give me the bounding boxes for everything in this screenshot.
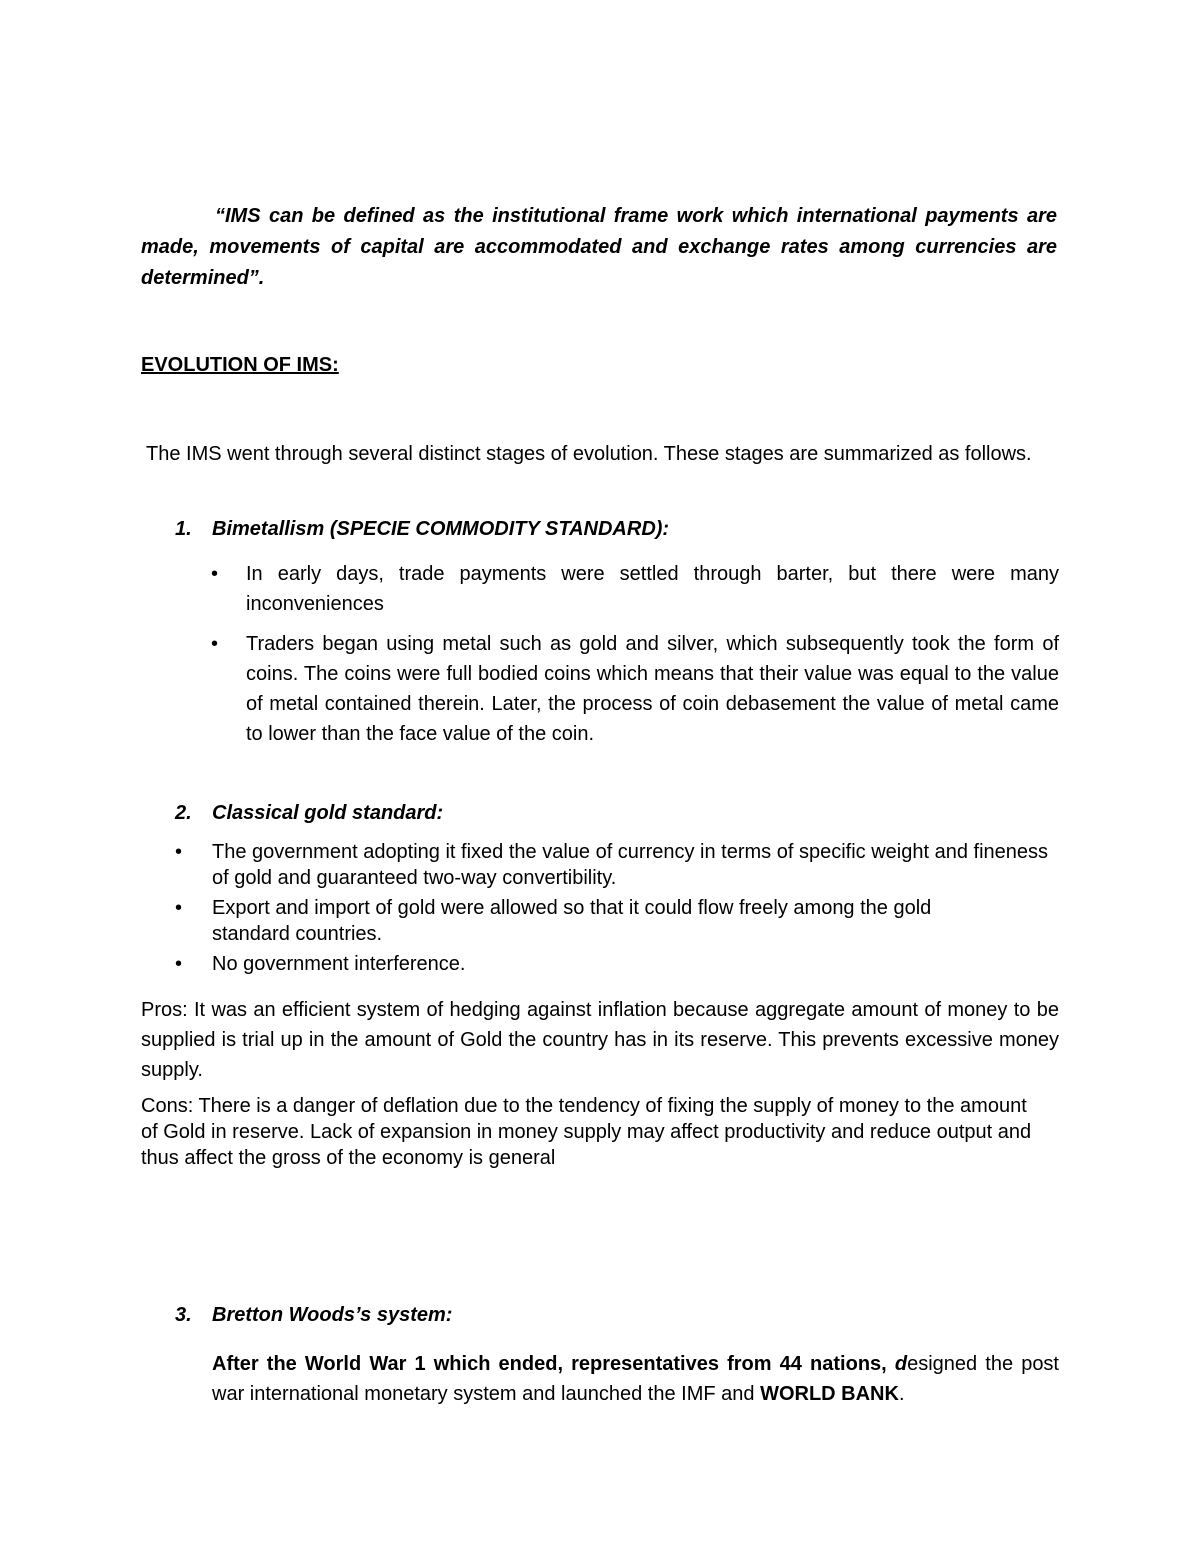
section-3-title: [175, 1301, 452, 1329]
section-3-number: 3.: [175, 1304, 192, 1326]
bullet-icon: •: [211, 563, 219, 585]
bretton-woods-end: .: [898, 1383, 905, 1405]
bretton-woods-italic-letter: d: [894, 1353, 908, 1375]
bretton-woods-bold-lead: After the World War 1 which ended, representatives from 44 nations,: [212, 1353, 887, 1375]
intro-paragraph: [141, 439, 1059, 469]
section-heading-evolution: EVOLUTION OF IMS:: [141, 354, 339, 376]
intro-text: The IMS went through several distinct stages of evolution. These stages are summarized as follows.: [146, 443, 1032, 465]
bullet-text: In early days, trade payments were settled through barter, but there were many inconveniences: [246, 563, 1059, 615]
bullet-text: Traders began using metal such as gold and silver, which subsequently took the form of coins. The coins were full bodied coins which means that their value was equal to the value of metal contained therein. Later, the process of coin debasement the value of metal came to lower than the face value of the coin.: [246, 633, 1059, 745]
section-2-title-text: Classical gold standard:: [212, 802, 444, 824]
pros-paragraph: Pros: It was an efficient system of hedging against inflation because aggregate amount of money to be supplied is trial up in the amount of Gold the country has in its reserve. This prevents excessive money supply.: [141, 999, 1059, 1081]
section-1-number: 1.: [175, 518, 192, 540]
section-1-title: [175, 515, 669, 543]
ims-definition-quote: “IMS can be defined as the institutional frame work which international payments are made, movements of capital are accommodated and exchange rates among currencies are determined”.: [141, 205, 1057, 289]
bullet-text: No government interference.: [212, 953, 466, 975]
bullet-icon: •: [175, 953, 183, 975]
section-2-number: 2.: [175, 802, 192, 824]
section-2-title: [175, 799, 443, 827]
cons-paragraph: Cons: There is a danger of deflation due to the tendency of fixing the supply of money to the amount of Gold in reserve. Lack of expansion in money supply may affect productivity and reduce output and thus affect the gross of the economy is general: [141, 1095, 1032, 1169]
bullet-text: The government adopting it fixed the value of currency in terms of specific weight and fineness of gold and guaranteed two-way convertibility.: [212, 841, 1049, 889]
world-bank-bold: WORLD BANK: [760, 1383, 899, 1405]
bretton-woods-paragraph: [212, 1349, 1059, 1409]
section-1-title-text: Bimetallism (SPECIE COMMODITY STANDARD):: [212, 518, 670, 540]
section-3-title-text: Bretton Woods’s system:: [212, 1304, 453, 1326]
bullet-icon: •: [211, 633, 219, 655]
bullet-text: Export and import of gold were allowed so that it could flow freely among the gold standard countries.: [212, 897, 932, 945]
bretton-woods-body: esigned the post war international monetary system and launched the IMF and: [212, 1353, 1059, 1405]
bullet-icon: •: [175, 897, 183, 919]
bullet-icon: •: [175, 841, 183, 863]
